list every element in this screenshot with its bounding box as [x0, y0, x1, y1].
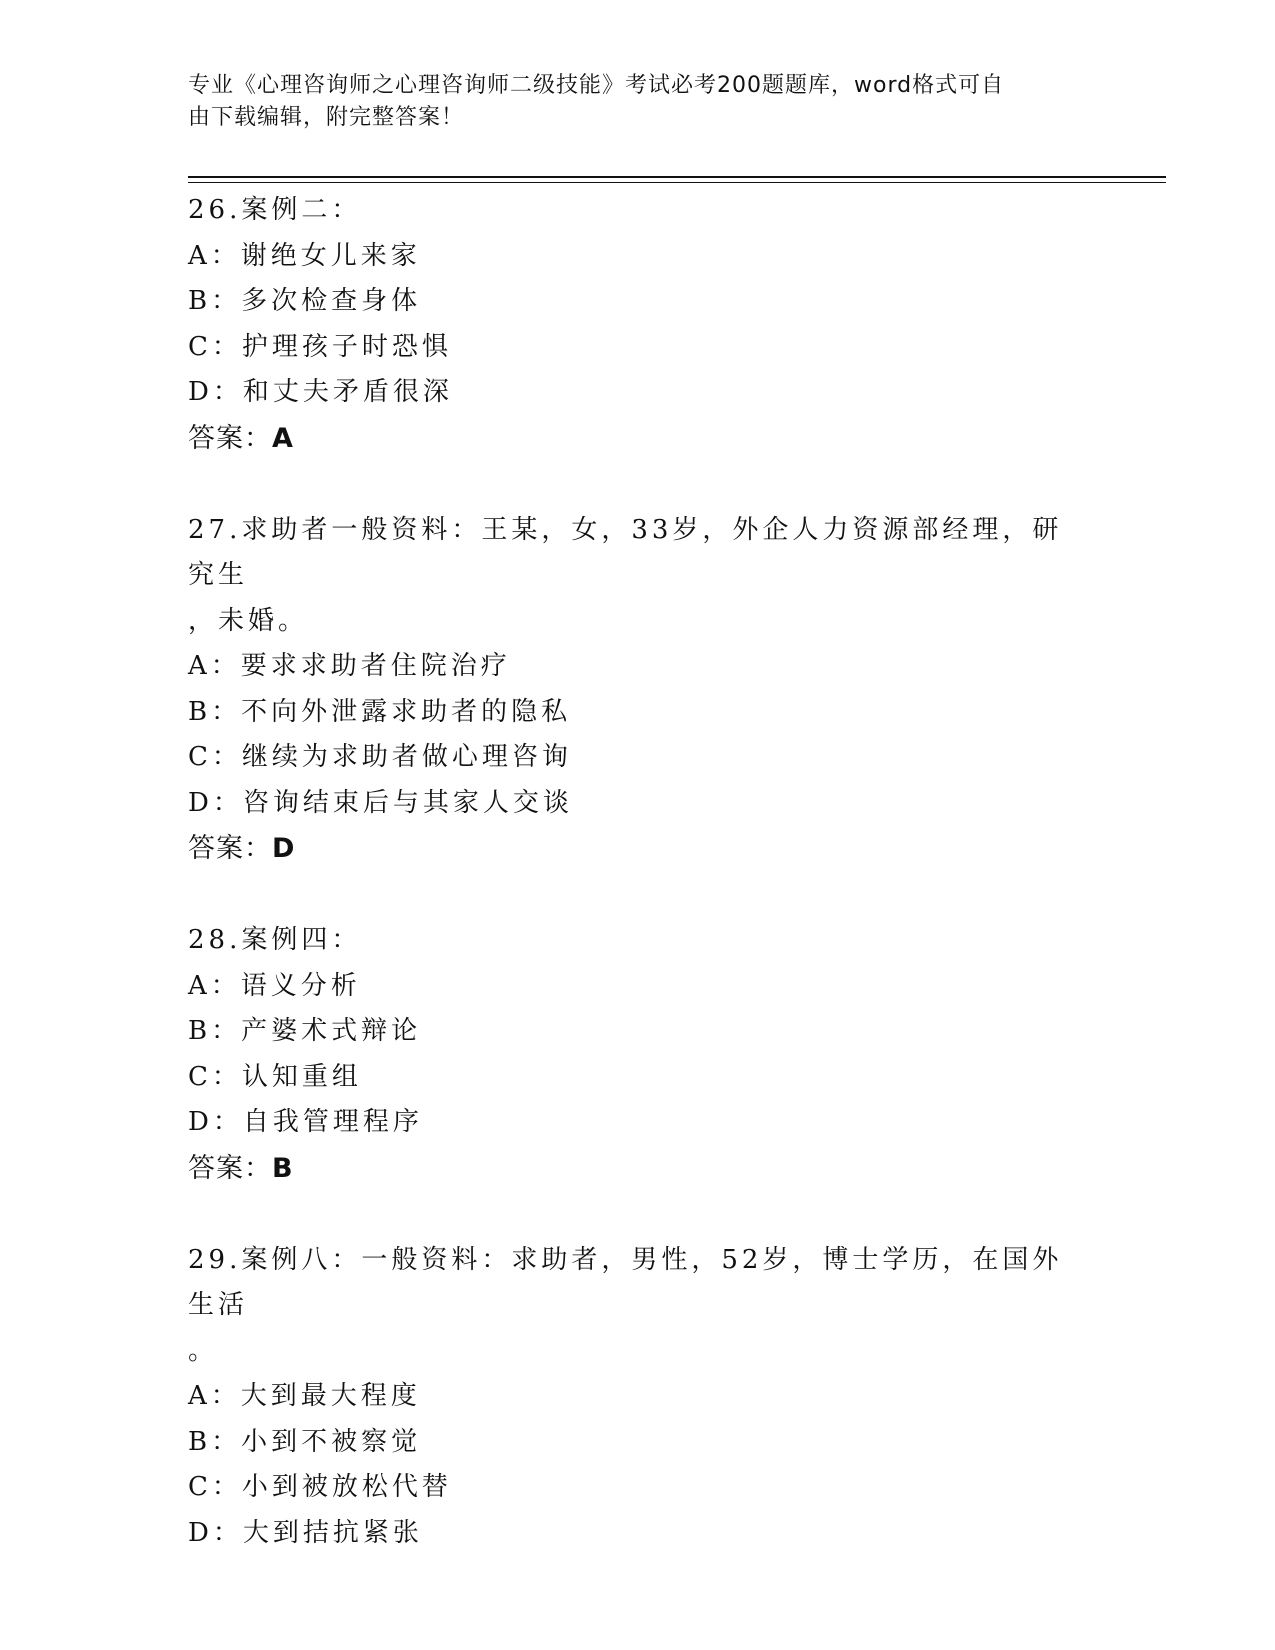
option-a: A：谢绝女儿来家: [188, 240, 421, 271]
option-c: C：护理孩子时恐惧: [188, 331, 452, 362]
answer-label: 答案：: [188, 1152, 272, 1184]
header-divider-thick: [188, 176, 1166, 178]
option-a: A：大到最大程度: [188, 1381, 421, 1411]
document-header: [188, 70, 1088, 134]
option-a: A：要求求助者住院治疗: [188, 651, 511, 681]
question-29: [188, 1238, 1088, 1557]
option-b: B：产婆术式辩论: [188, 1016, 422, 1046]
question-list: [188, 188, 1088, 1602]
question-stem: 27.求助者一般资料：王某，女，33岁，外企人力资源部经理，研究生: [188, 514, 1063, 590]
option-b: B：小到不被察觉: [188, 1426, 422, 1457]
answer-value: D: [272, 833, 296, 864]
header-line-2: 由下载编辑，附完整答案！: [188, 105, 465, 130]
answer-line: [188, 416, 1088, 462]
answer-label: 答案：: [188, 422, 272, 454]
answer-line: [188, 1146, 1088, 1192]
question-stem: 28.案例四：: [188, 925, 362, 955]
header-divider-thin: [188, 182, 1166, 183]
option-b: B：多次检查身体: [188, 286, 422, 316]
answer-value: A: [272, 422, 294, 454]
option-c: C：小到被放松代替: [188, 1472, 452, 1502]
question-stem: 29.案例八：一般资料：求助者，男性，52岁，博士学历，在国外生活: [188, 1244, 1063, 1320]
option-d: D：咨询结束后与其家人交谈: [188, 787, 573, 818]
question-26: [188, 188, 1088, 462]
option-b: B：不向外泄露求助者的隐私: [188, 696, 572, 727]
option-a: A：语义分析: [188, 970, 361, 1001]
option-c: C：继续为求助者做心理咨询: [188, 742, 572, 772]
answer-value: B: [272, 1152, 294, 1184]
header-line-1: 专业《心理咨询师之心理咨询师二级技能》考试必考200题题库，word格式可自: [188, 73, 1005, 98]
answer-label: 答案：: [188, 833, 272, 864]
question-27: [188, 508, 1088, 873]
option-d: D：自我管理程序: [188, 1107, 423, 1137]
option-d: D：大到拮抗紧张: [188, 1517, 423, 1548]
option-c: C：认知重组: [188, 1061, 362, 1092]
question-stem: 26.案例二：: [188, 195, 362, 225]
question-stem-continuation: 。: [188, 1335, 219, 1366]
question-stem-continuation: ，未婚。: [188, 605, 309, 636]
answer-line: [188, 826, 1088, 872]
option-d: D：和丈夫矛盾很深: [188, 377, 453, 407]
question-28: [188, 918, 1088, 1192]
